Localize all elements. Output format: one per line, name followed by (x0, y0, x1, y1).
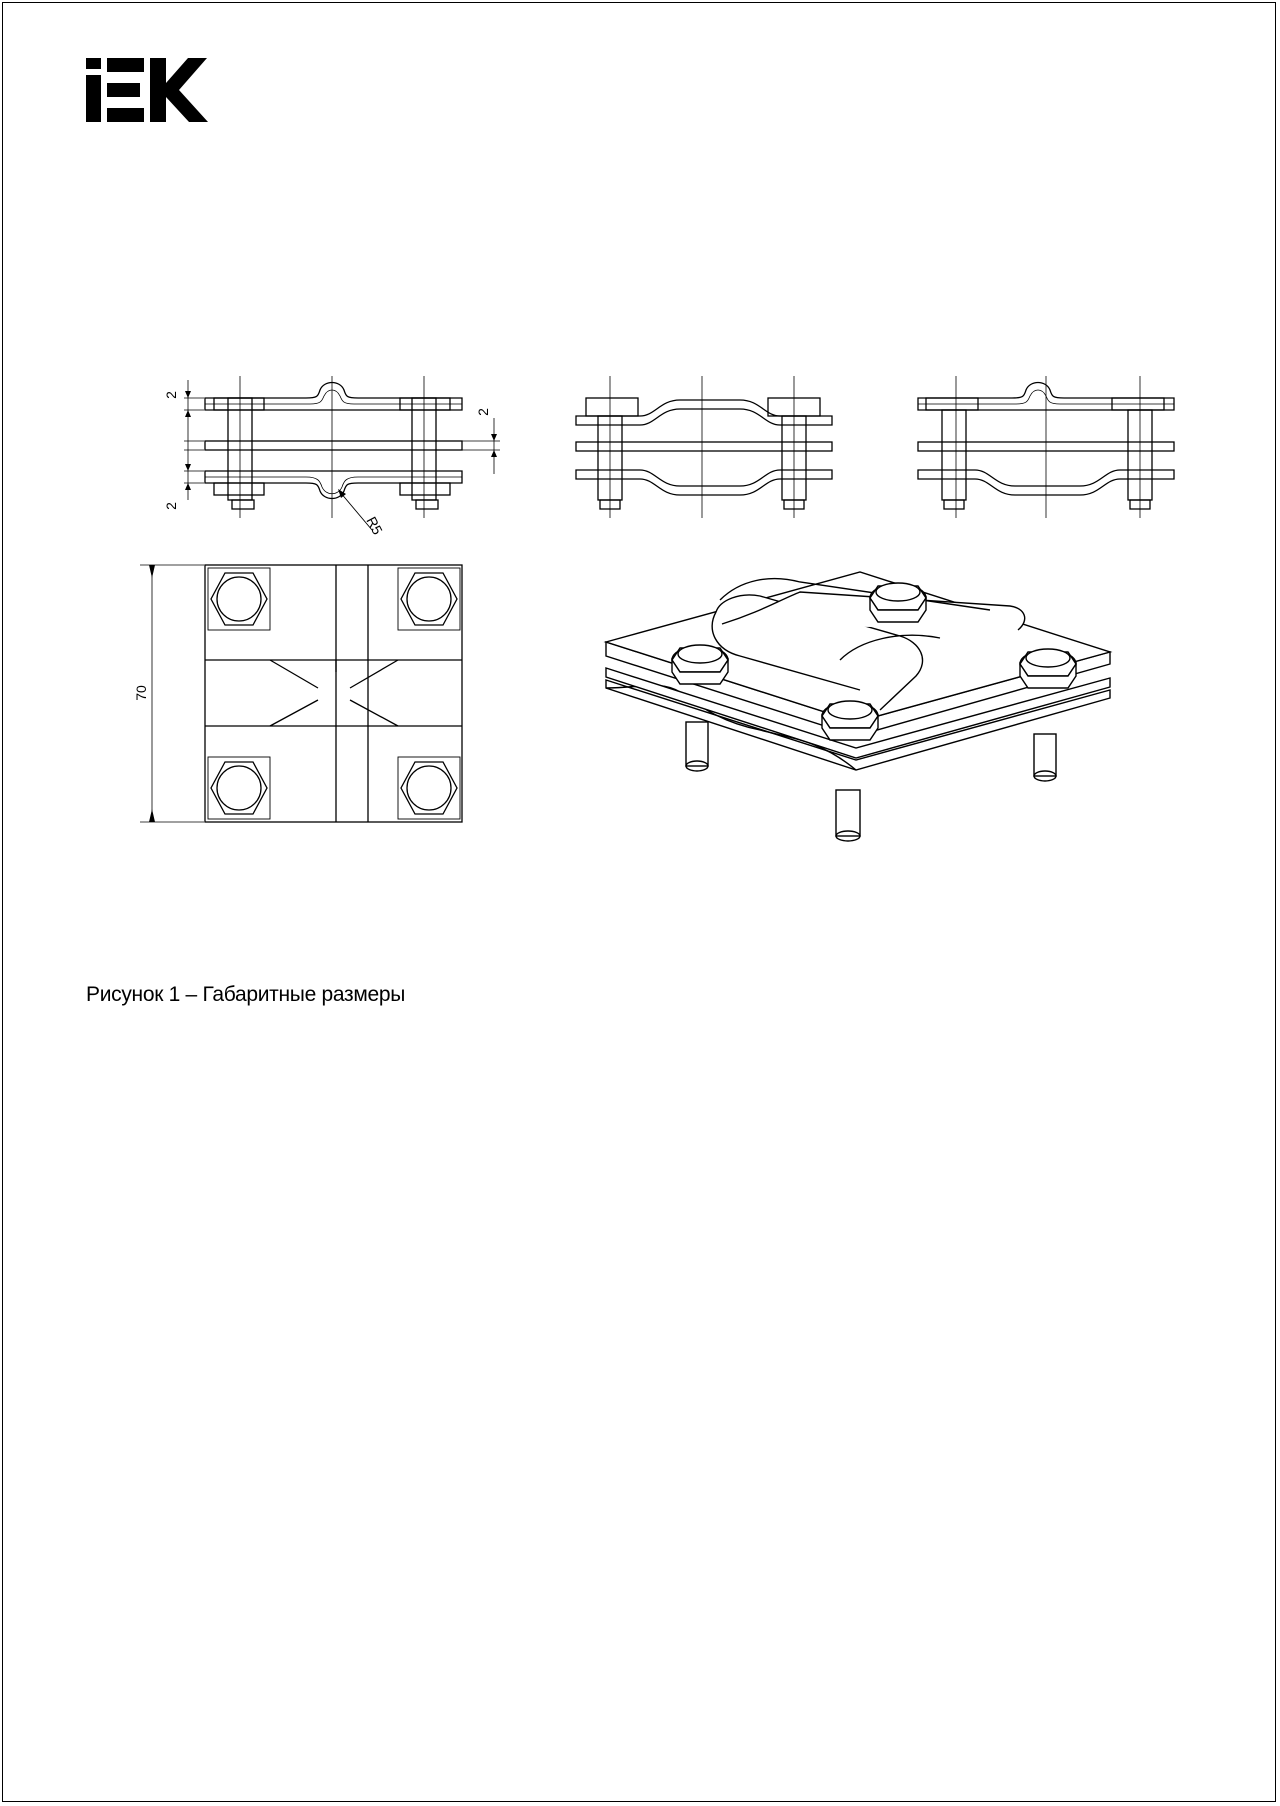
dim-bend-radius: R5 (363, 513, 386, 538)
side-view-right (918, 376, 1174, 518)
dim-plate-gap: 2 (475, 408, 491, 416)
dim-thickness-bottom: 2 (163, 502, 179, 510)
figure-caption-separator: – (180, 983, 203, 1006)
top-view (140, 565, 462, 822)
dim-thickness-top: 2 (163, 391, 179, 399)
dim-width: 70 (133, 685, 149, 701)
figure-caption-title: Габаритные размеры (202, 983, 406, 1006)
figure-caption-number: Рисунок 1 (86, 983, 181, 1006)
isometric-view (606, 572, 1110, 841)
side-view-middle (576, 376, 832, 518)
side-view-left (184, 376, 500, 530)
figure-caption (86, 983, 405, 1007)
